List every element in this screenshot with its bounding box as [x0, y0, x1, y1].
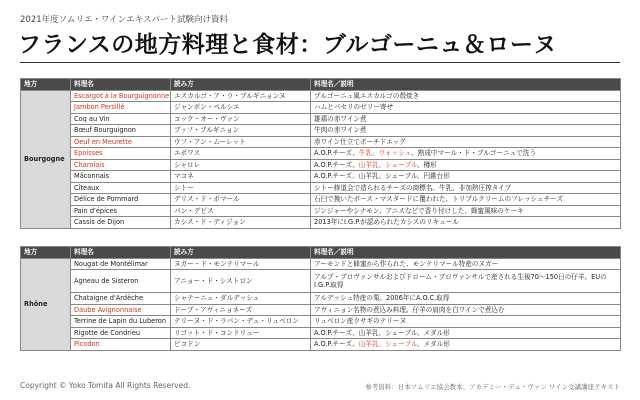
dish-name: Daube Avignonnaise: [71, 304, 171, 316]
copyright-text: Copyright © Yoko Tomita All Rights Reserved.: [20, 381, 191, 390]
rhone-table: [20, 246, 621, 351]
dish-reading: ドーブ・アヴィニョネーズ: [171, 304, 311, 316]
dish-name: Cassis de Dijon: [71, 217, 171, 229]
dish-reading: ジャンボン・ペルシエ: [171, 102, 311, 114]
dish-desc: A.O.P.チーズ、山羊乳、シェーブル、メダル形: [311, 327, 621, 339]
dish-reading: コック・オー・ヴァン: [171, 113, 311, 125]
dish-reading: パン・デピス: [171, 205, 311, 217]
table-row: [21, 293, 621, 305]
table-row: [21, 205, 621, 217]
dish-desc: ジンジャーやシナモン、アニスなどで香り付けした、蜂蜜風味のケーキ: [311, 205, 621, 217]
region-cell-rhone: Rhône: [21, 258, 71, 350]
desc-part: A.O.P.チーズ、: [314, 160, 359, 169]
dish-reading: ピコドン: [171, 339, 311, 351]
table-row: [21, 148, 621, 160]
dish-reading: エスカルゴ・ア・ラ・ブルギニョンヌ: [171, 90, 311, 102]
column-header-dish: 料理名: [71, 247, 171, 259]
desc-part: A.O.P.チーズ、: [314, 340, 359, 349]
dish-desc: ブルゴーニュ風エスカルゴの殻焼き: [311, 90, 621, 102]
dish-reading: カシス・ド・ディジョン: [171, 217, 311, 229]
table-row: [21, 171, 621, 183]
table-row: [21, 182, 621, 194]
dish-desc: アルプ・プロヴァンサルおよびドローム・プロヴァンサルで産される生後70〜150日の仔羊。EUのI.G.P.取得: [311, 270, 621, 293]
desc-highlight: 山羊乳、シェーブル: [358, 160, 417, 169]
dish-desc: 石臼で挽いたボース・マスタードに覆われた、トリプルクリームのフレッシュチーズ: [311, 194, 621, 206]
dish-name: Epoisses: [71, 148, 171, 160]
dish-desc: 牛肉の赤ワイン煮: [311, 125, 621, 137]
column-header-region: 地方: [21, 79, 71, 91]
dish-desc: アヴィニョン名物の煮込み料理。仔羊の肩肉を白ワインで煮込む: [311, 304, 621, 316]
table-row: [21, 194, 621, 206]
desc-highlight: 山羊乳、シェーブル: [358, 340, 417, 349]
table-row: [21, 102, 621, 114]
column-header-desc: 料理名／説明: [311, 247, 621, 259]
dish-desc: シトー修道会で造られるチーズの商標名。牛乳、非加熱圧搾タイプ: [311, 182, 621, 194]
dish-name: Coq au Vin: [71, 113, 171, 125]
dish-desc: 雄鶏の赤ワイン煮: [311, 113, 621, 125]
dish-desc: 2013年にI.G.P.が認められたカシスのリキュール: [311, 217, 621, 229]
table-row: [21, 270, 621, 293]
region-cell-bourgogne: Bourgogne: [21, 90, 71, 228]
table-row: [21, 339, 621, 351]
table-row: [21, 217, 621, 229]
table-row: [21, 159, 621, 171]
desc-part: 、熟成中マール・ド・ブルゴーニュで洗う: [411, 149, 537, 158]
dish-desc: [311, 339, 621, 351]
dish-name: Charolais: [71, 159, 171, 171]
dish-desc: アーモンドと蜂蜜から作られた、モンテリマール特産のヌガー: [311, 258, 621, 270]
dish-name: Chataigne d'Ardèche: [71, 293, 171, 305]
dish-desc: ハムとパセリのゼリー寄せ: [311, 102, 621, 114]
dish-desc: A.O.P.チーズ、山羊乳、シェーブル、円錐台形: [311, 171, 621, 183]
dish-name: Délice de Pommard: [71, 194, 171, 206]
table-row: [21, 258, 621, 270]
dish-desc: [311, 159, 621, 171]
dish-reading: シャテーニュ・ダルデッシュ: [171, 293, 311, 305]
column-header-desc: 料理名／説明: [311, 79, 621, 91]
table-row: [21, 125, 621, 137]
table-header-row: [21, 247, 621, 259]
dish-name: Pain d'épices: [71, 205, 171, 217]
dish-name: Terrine de Lapin du Luberon: [71, 316, 171, 328]
dish-reading: エポワス: [171, 148, 311, 160]
dish-desc: アルデッシュ特産の栗。2006年にA.O.C.取得: [311, 293, 621, 305]
dish-reading: ヌガー・ド・モンテリマール: [171, 258, 311, 270]
table-header-row: [21, 79, 621, 91]
table-row: [21, 90, 621, 102]
table-row: [21, 327, 621, 339]
dish-name: Jambon Persillé: [71, 102, 171, 114]
column-header-dish: 料理名: [71, 79, 171, 91]
dish-name: Cîteaux: [71, 182, 171, 194]
column-header-region: 地方: [21, 247, 71, 259]
dish-name: Oeuf en Meurette: [71, 136, 171, 148]
table-row: [21, 316, 621, 328]
dish-name: Mâconnais: [71, 171, 171, 183]
dish-reading: ブッフ・ブルギニョン: [171, 125, 311, 137]
dish-desc: リュベロン産ウサギのテリーヌ: [311, 316, 621, 328]
dish-name: Bœuf Bourguignon: [71, 125, 171, 137]
page-subtitle: 2021年度ソムリエ・ワインエキスパート試験向け資料: [20, 15, 228, 25]
dish-desc: [311, 148, 621, 160]
reference-text: 参考資料：日本ソムリエ協会教本、アカデミー・デュ・ヴァン ワイン受講講座テキスト: [365, 383, 620, 391]
column-header-reading: 読み方: [171, 79, 311, 91]
dish-reading: テリーヌ・ド・ラパン・デュ・リュベロン: [171, 316, 311, 328]
desc-part: 、樽形: [416, 160, 437, 169]
table-row: [21, 113, 621, 125]
dish-reading: シトー: [171, 182, 311, 194]
dish-reading: デリス・ド・ポマール: [171, 194, 311, 206]
dish-reading: ウフ・アン・ムーレット: [171, 136, 311, 148]
dish-reading: マコネ: [171, 171, 311, 183]
dish-name: Agneau de Sisteron: [71, 270, 171, 293]
page-title: フランスの地方料理と食材：ブルゴーニュ＆ローヌ: [18, 32, 557, 58]
table-row: [21, 136, 621, 148]
desc-highlight: 牛乳、ウォッシュ: [358, 149, 412, 158]
burgundy-table: [20, 78, 621, 229]
dish-reading: リゴット・ド・コンドリュー: [171, 327, 311, 339]
table-row: [21, 304, 621, 316]
title-divider: [20, 62, 620, 63]
column-header-reading: 読み方: [171, 247, 311, 259]
dish-name: Nougat de Montélimar: [71, 258, 171, 270]
dish-name: Picodon: [71, 339, 171, 351]
desc-part: A.O.P.チーズ、: [314, 149, 359, 158]
dish-reading: アニョー・ド・シストロン: [171, 270, 311, 293]
desc-part: 、メダル形: [416, 340, 450, 349]
dish-name: Rigotte de Condrieu: [71, 327, 171, 339]
dish-name: Escargot à la Bourguignonne: [71, 90, 171, 102]
dish-reading: シャロレ: [171, 159, 311, 171]
dish-desc: 赤ワイン仕立てポーチドエッグ: [311, 136, 621, 148]
